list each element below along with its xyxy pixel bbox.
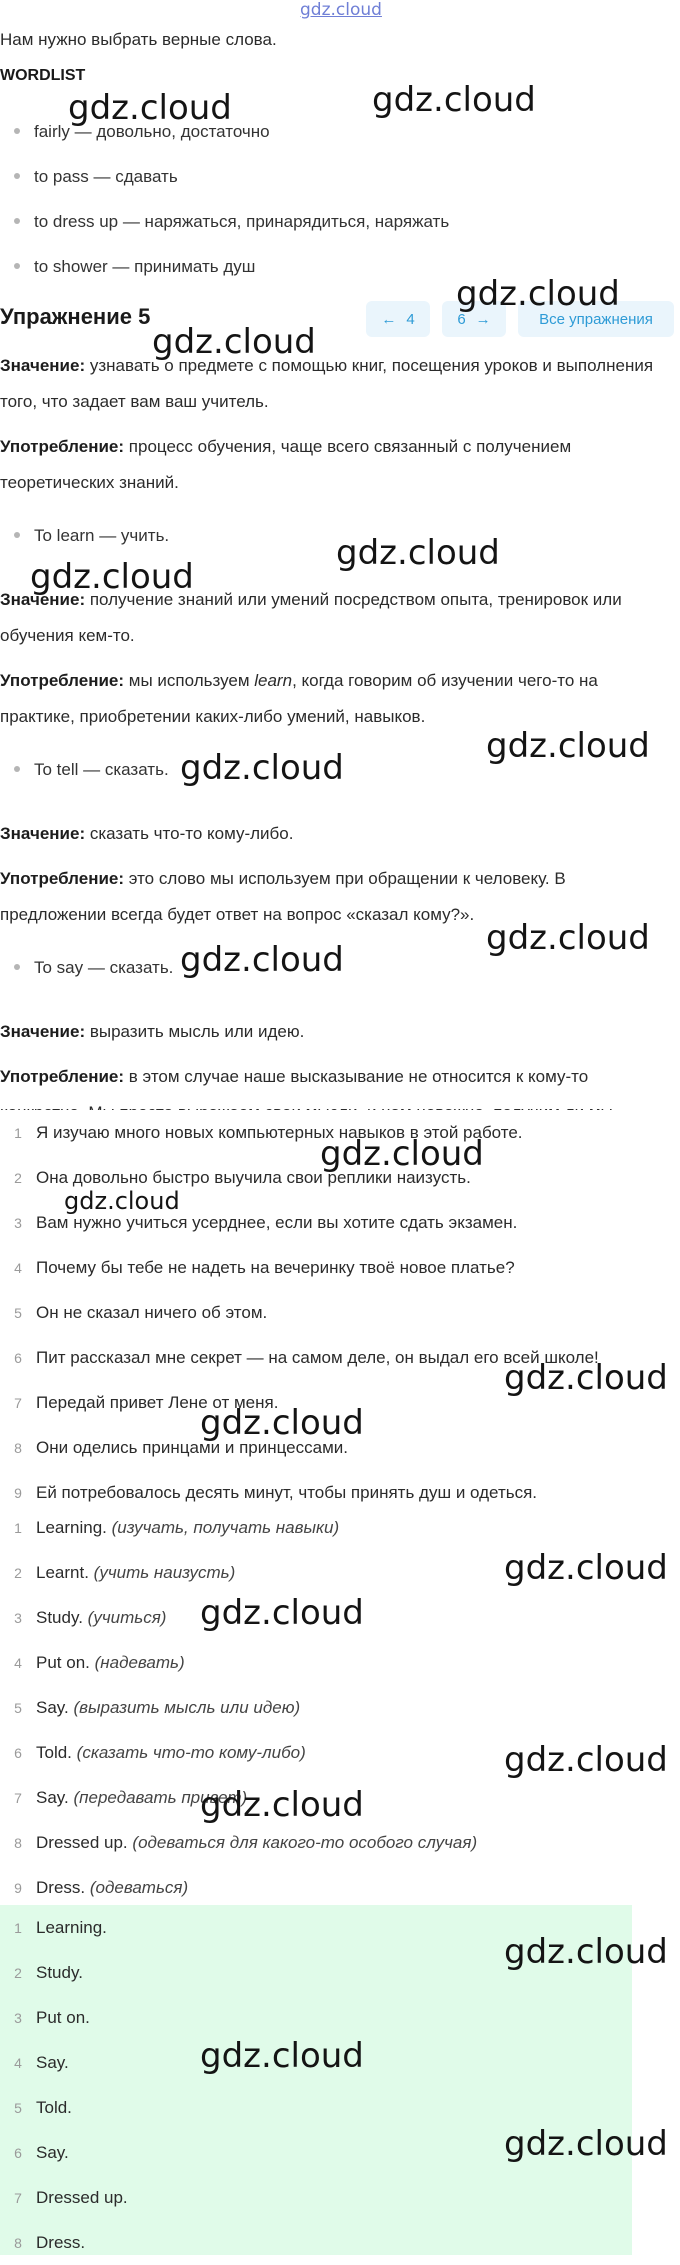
list-item: 4 Put on. (надевать) xyxy=(14,1652,185,1672)
wordlist-title: WORDLIST xyxy=(0,67,86,84)
watermark: gdz.cloud xyxy=(200,1593,364,1633)
list-item: 9 Dress. (одеваться) xyxy=(14,1877,189,1897)
watermark: gdz.cloud xyxy=(372,80,536,120)
watermark: gdz.cloud xyxy=(336,533,500,573)
list-item: 1 Learning. xyxy=(14,1917,107,1937)
watermark: gdz.cloud xyxy=(64,1187,180,1215)
watermark: gdz.cloud xyxy=(180,748,344,788)
list-item: 2 Study. xyxy=(14,1962,83,1982)
watermark: gdz.cloud xyxy=(68,88,232,128)
bullet-tell: To tell — сказать. xyxy=(14,760,169,780)
list-item: 2 Learnt. (учить наизусть) xyxy=(14,1562,236,1582)
bullet-dot-icon xyxy=(14,218,20,224)
list-item: 3 Вам нужно учиться усерднее, если вы хотите сдать экзамен. xyxy=(14,1212,518,1232)
exercise-title: Упражнение 5 xyxy=(0,304,151,329)
list-item: 7 Dressed up. xyxy=(14,2187,128,2207)
watermark: gdz.cloud xyxy=(180,940,344,980)
list-item: 5 Он не сказал ничего об этом. xyxy=(14,1302,268,1322)
bullet-say: To say — сказать. xyxy=(14,958,173,978)
list-item: 5 Say. (выразить мысль или идею) xyxy=(14,1697,301,1717)
list-item: 7 Передай привет Лене от меня. xyxy=(14,1392,279,1412)
arrow-left-icon: ← xyxy=(381,310,397,328)
bullet-dot-icon xyxy=(14,532,20,538)
list-item: 7 Say. (передавать привет) xyxy=(14,1787,248,1807)
bullet-dot-icon xyxy=(14,263,20,269)
list-item: 8 Dress. xyxy=(14,2232,86,2252)
usage-learn-2: Употребление: мы используем learn, когда говорим об изучении чего-то на практике, приобретении каких-либо умений, навыков. xyxy=(0,671,598,726)
wordlist-item: to dress up — наряжаться, принарядиться, наряжать xyxy=(14,212,449,232)
watermark: gdz.cloud xyxy=(486,726,650,766)
bullet-dot-icon xyxy=(14,173,20,179)
meaning-tell: Значение: сказать что-то кому-либо. xyxy=(0,824,294,843)
meaning-say: Значение: выразить мысль или идею. xyxy=(0,1022,305,1041)
list-item: 9 Ей потребовалось десять минут, чтобы принять душ и одеться. xyxy=(14,1482,538,1502)
meaning-learn: Значение: узнавать о предмете с помощью книг, посещения уроков и выполнения того, что задает вам ваш учитель. xyxy=(0,356,654,411)
list-item: 6 Пит рассказал мне секрет — на самом деле, он выдал его всей школе! xyxy=(14,1347,599,1367)
bullet-dot-icon xyxy=(14,128,20,134)
site-logo[interactable]: gdz.cloud xyxy=(300,0,382,20)
list-item: 1 Learning. (изучать, получать навыки) xyxy=(14,1517,340,1537)
list-item: 6 Say. xyxy=(14,2142,69,2162)
list-item: 1 Я изучаю много новых компьютерных навыков в этой работе. xyxy=(14,1122,523,1142)
list-item: 4 Почему бы тебе не надеть на вечеринку твоё новое платье? xyxy=(14,1257,515,1277)
meaning-learn-2: Значение: получение знаний или умений посредством опыта, тренировок или обучения кем-то. xyxy=(0,590,622,645)
list-item: 8 Они оделись принцами и принцессами. xyxy=(14,1437,348,1457)
watermark: gdz.cloud xyxy=(486,918,650,958)
list-item: 3 Put on. xyxy=(14,2007,90,2027)
prev-exercise-button[interactable]: ← 4 xyxy=(366,301,430,337)
wordlist-item: to shower — принимать душ xyxy=(14,257,255,277)
bullet-dot-icon xyxy=(14,964,20,970)
intro-text: Нам нужно выбрать верные слова. xyxy=(0,30,277,49)
watermark: gdz.cloud xyxy=(504,1358,668,1398)
watermark: gdz.cloud xyxy=(200,1785,364,1825)
watermark: gdz.cloud xyxy=(456,274,620,314)
usage-say: Употребление: в этом случае наше высказывание не относится к кому-то xyxy=(0,1067,589,1086)
watermark: gdz.cloud xyxy=(504,1932,668,1972)
bullet-learn: To learn — учить. xyxy=(14,526,169,546)
watermark: gdz.cloud xyxy=(152,322,316,362)
watermark: gdz.cloud xyxy=(320,1134,484,1174)
list-item: 8 Dressed up. (одеваться для какого-то особого случая) xyxy=(14,1832,478,1852)
watermark: gdz.cloud xyxy=(200,1403,364,1443)
all-exercises-button[interactable]: Все упражнения xyxy=(518,301,674,337)
sentences-list xyxy=(0,1110,680,1510)
wordlist-item: fairly — довольно, достаточно xyxy=(14,122,270,142)
watermark: gdz.cloud xyxy=(504,1740,668,1780)
usage-tell: Употребление: это слово мы используем при обращении к человеку. В предложении всегда будет ответ на вопрос «сказал кому?». xyxy=(0,869,566,924)
usage-learn: Употребление: процесс обучения, чаще всего связанный с получением теоретических знаний. xyxy=(0,437,572,492)
list-item: 2 Она довольно быстро выучила свои реплики наизусть. xyxy=(14,1167,471,1187)
wordlist-item: to pass — сдавать xyxy=(14,167,178,187)
watermark: gdz.cloud xyxy=(504,2124,668,2164)
watermark: gdz.cloud xyxy=(504,1548,668,1588)
list-item: 4 Say. xyxy=(14,2052,69,2072)
explained-answers-list xyxy=(0,1505,680,1905)
final-answers-panel xyxy=(0,1905,632,2255)
watermark: gdz.cloud xyxy=(30,557,194,597)
bullet-dot-icon xyxy=(14,766,20,772)
next-exercise-button[interactable]: 6 → xyxy=(442,301,506,337)
list-item: 3 Study. (учиться) xyxy=(14,1607,167,1627)
watermark: gdz.cloud xyxy=(200,2036,364,2076)
list-item: 5 Told. xyxy=(14,2097,72,2117)
arrow-right-icon: → xyxy=(475,310,491,328)
list-item: 6 Told. (сказать что-то кому-либо) xyxy=(14,1742,306,1762)
